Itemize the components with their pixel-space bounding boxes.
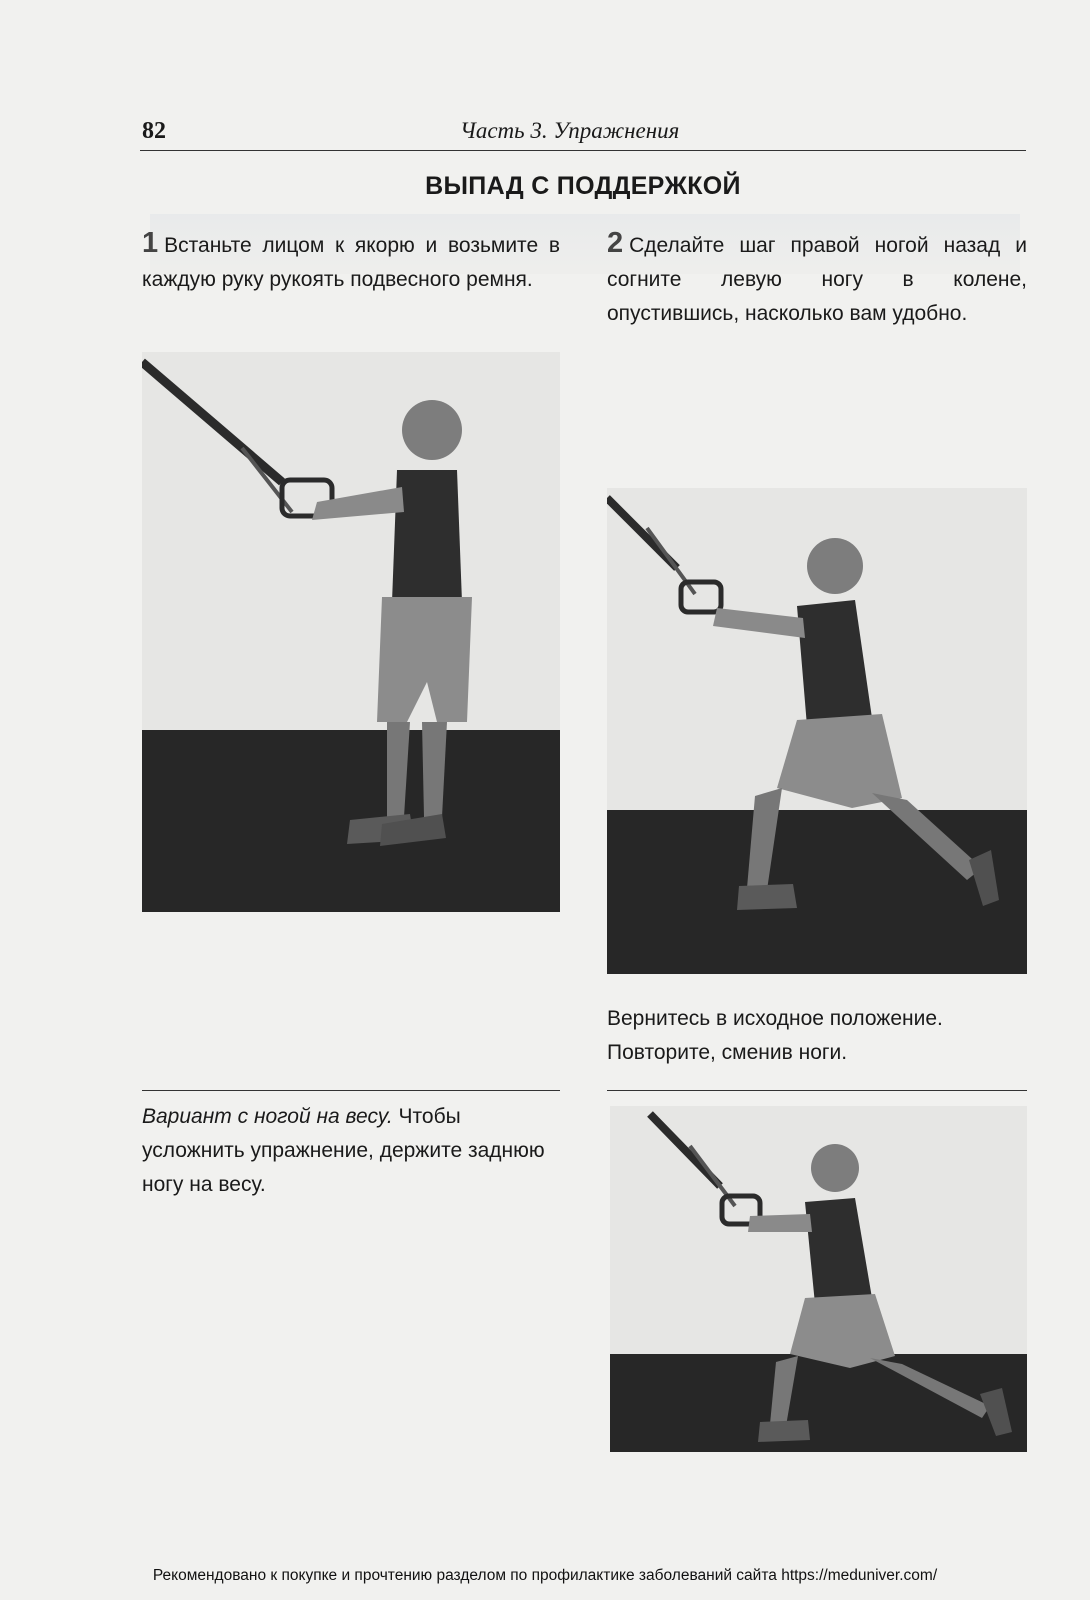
exercise-title: ВЫПАД С ПОДДЕРЖКОЙ: [425, 172, 741, 200]
step-2-text: Сделайте шаг правой ногой назад и согните левую ногу в колене, опустившись, насколько вам удобно.: [607, 234, 1027, 325]
athlete-lunge-figure: [607, 488, 1027, 974]
step-2: [607, 226, 1027, 331]
section-rule-right: [607, 1090, 1027, 1091]
athlete-variant-figure: [610, 1106, 1027, 1452]
section-rule-left: [142, 1090, 560, 1091]
return-instruction: Вернитесь в исходное положение. Повторите, сменив ноги.: [607, 1007, 943, 1064]
variant-paragraph: [142, 1100, 562, 1202]
page-number: 82: [142, 118, 166, 144]
athlete-standing-figure: [142, 352, 560, 912]
variant-title: Вариант с ногой на весу.: [142, 1105, 393, 1128]
footer-note: Рекомендовано к покупке и прочтению разделом по профилактике заболеваний сайта https://meduniver.com/: [152, 1567, 938, 1584]
step-1-text: Встаньте лицом к якорю и возьмите в каждую руку рукоять подвесного ремня.: [142, 234, 560, 291]
header-rule: [140, 150, 1026, 151]
photo-variant: [610, 1106, 1027, 1452]
photo-standing: [142, 352, 560, 912]
photo-lunge: [607, 488, 1027, 974]
step-1-number: 1: [142, 227, 159, 259]
variant-text: Чтобы усложнить упражнение, держите заднюю ногу на весу.: [142, 1105, 545, 1196]
step-1: [142, 226, 560, 297]
step-2-number: 2: [607, 227, 624, 259]
running-head: Часть 3. Упражнения: [460, 118, 680, 143]
